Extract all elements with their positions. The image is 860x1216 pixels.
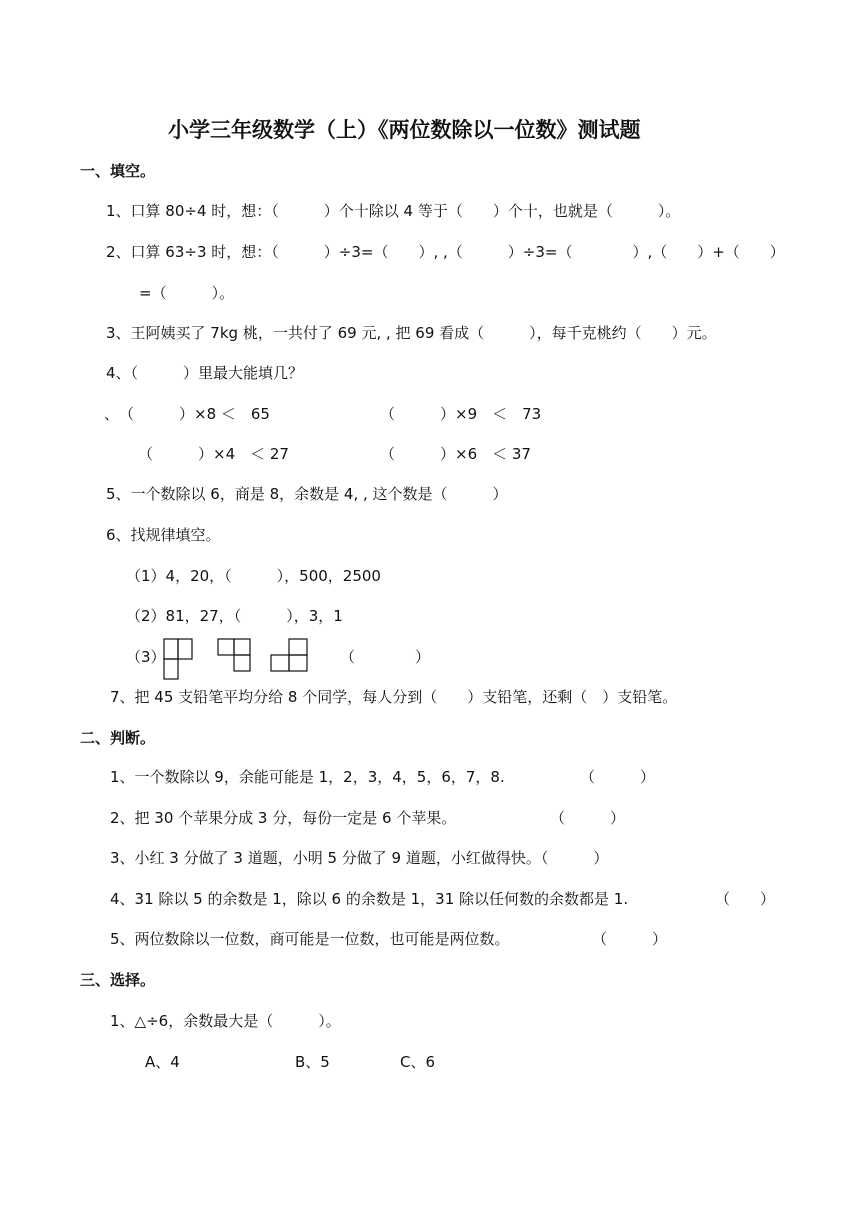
judge-question-1-blank: （ ） [580, 768, 656, 786]
choice-option-c: C、6 [400, 1053, 436, 1071]
fill-question-6-part-3-label: （3） [126, 648, 166, 666]
fill-question-4-row-1-right: （ ）×9 ＜ 73 [380, 405, 542, 423]
judge-question-2-blank: （ ） [550, 809, 626, 827]
fill-question-4-row-2-left: （ ）×4 ＜ 27 [138, 445, 289, 463]
fill-question-6: 6、找规律填空。 [106, 526, 221, 544]
fill-question-2-line-2: =（ ）。 [139, 284, 235, 302]
fill-question-6-part-1: （1）4，20，（ ），500，2500 [126, 567, 381, 585]
choice-option-a: A、4 [145, 1053, 180, 1071]
section-judge-heading: 二、判断。 [80, 729, 156, 747]
judge-question-5-blank: （ ） [592, 930, 668, 948]
choice-option-b: B、5 [295, 1053, 330, 1071]
section-choice-heading: 三、选择。 [80, 971, 156, 989]
pattern-figure-2 [217, 638, 251, 672]
fill-question-7: 7、把 45 支铅笔平均分给 8 个同学，每人分到（ ）支铅笔，还剩（ ）支铅笔。 [110, 688, 678, 706]
fill-question-4-row-2-right: （ ）×6 ＜ 37 [380, 445, 531, 463]
judge-question-4-blank: （ ） [715, 890, 776, 908]
choice-question-1: 1、△÷6，余数最大是（ ）。 [110, 1012, 341, 1030]
fill-question-6-part-3-blank: （ ） [340, 648, 431, 666]
pattern-figure-3 [270, 638, 308, 672]
fill-question-2-line-1: 2、口算 63÷3 时，想：（ ）÷3=（ ）, ,（ ）÷3=（ ）,（ ）+（ ） [106, 243, 785, 261]
fill-question-5: 5、一个数除以 6，商是 8，余数是 4, , 这个数是（ ） [106, 485, 508, 503]
pattern-figure-1 [163, 638, 195, 680]
fill-question-6-part-2: （2）81，27，（ ），3，1 [126, 607, 343, 625]
fill-question-4: 4、（ ）里最大能填几？ [106, 364, 304, 382]
section-fill-heading: 一、填空。 [80, 162, 156, 180]
judge-question-1: 1、一个数除以 9，余能可能是 1，2，3，4，5，6，7，8. [110, 768, 505, 786]
fill-question-1: 1、口算 80÷4 时，想：（ ）个十除以 4 等于（ ）个十，也就是（ ）。 [106, 202, 681, 220]
fill-question-4-row-1-left: 、 （ ）×8 ＜ 65 [104, 405, 270, 423]
judge-question-4: 4、31 除以 5 的余数是 1，除以 6 的余数是 1，31 除以任何数的余数都是 1. [110, 890, 629, 908]
page-title: 小学三年级数学（上）《两位数除以一位数》测试题 [168, 118, 641, 142]
judge-question-2: 2、把 30 个苹果分成 3 分，每份一定是 6 个苹果。 [110, 809, 457, 827]
fill-question-3: 3、王阿姨买了 7kg 桃，一共付了 69 元, , 把 69 看成（ ），每千克桃约（ ）元。 [106, 324, 717, 342]
judge-question-5: 5、两位数除以一位数，商可能是一位数，也可能是两位数。 [110, 930, 510, 948]
judge-question-3: 3、小红 3 分做了 3 道题，小明 5 分做了 9 道题，小红做得快。（ ） [110, 849, 609, 867]
